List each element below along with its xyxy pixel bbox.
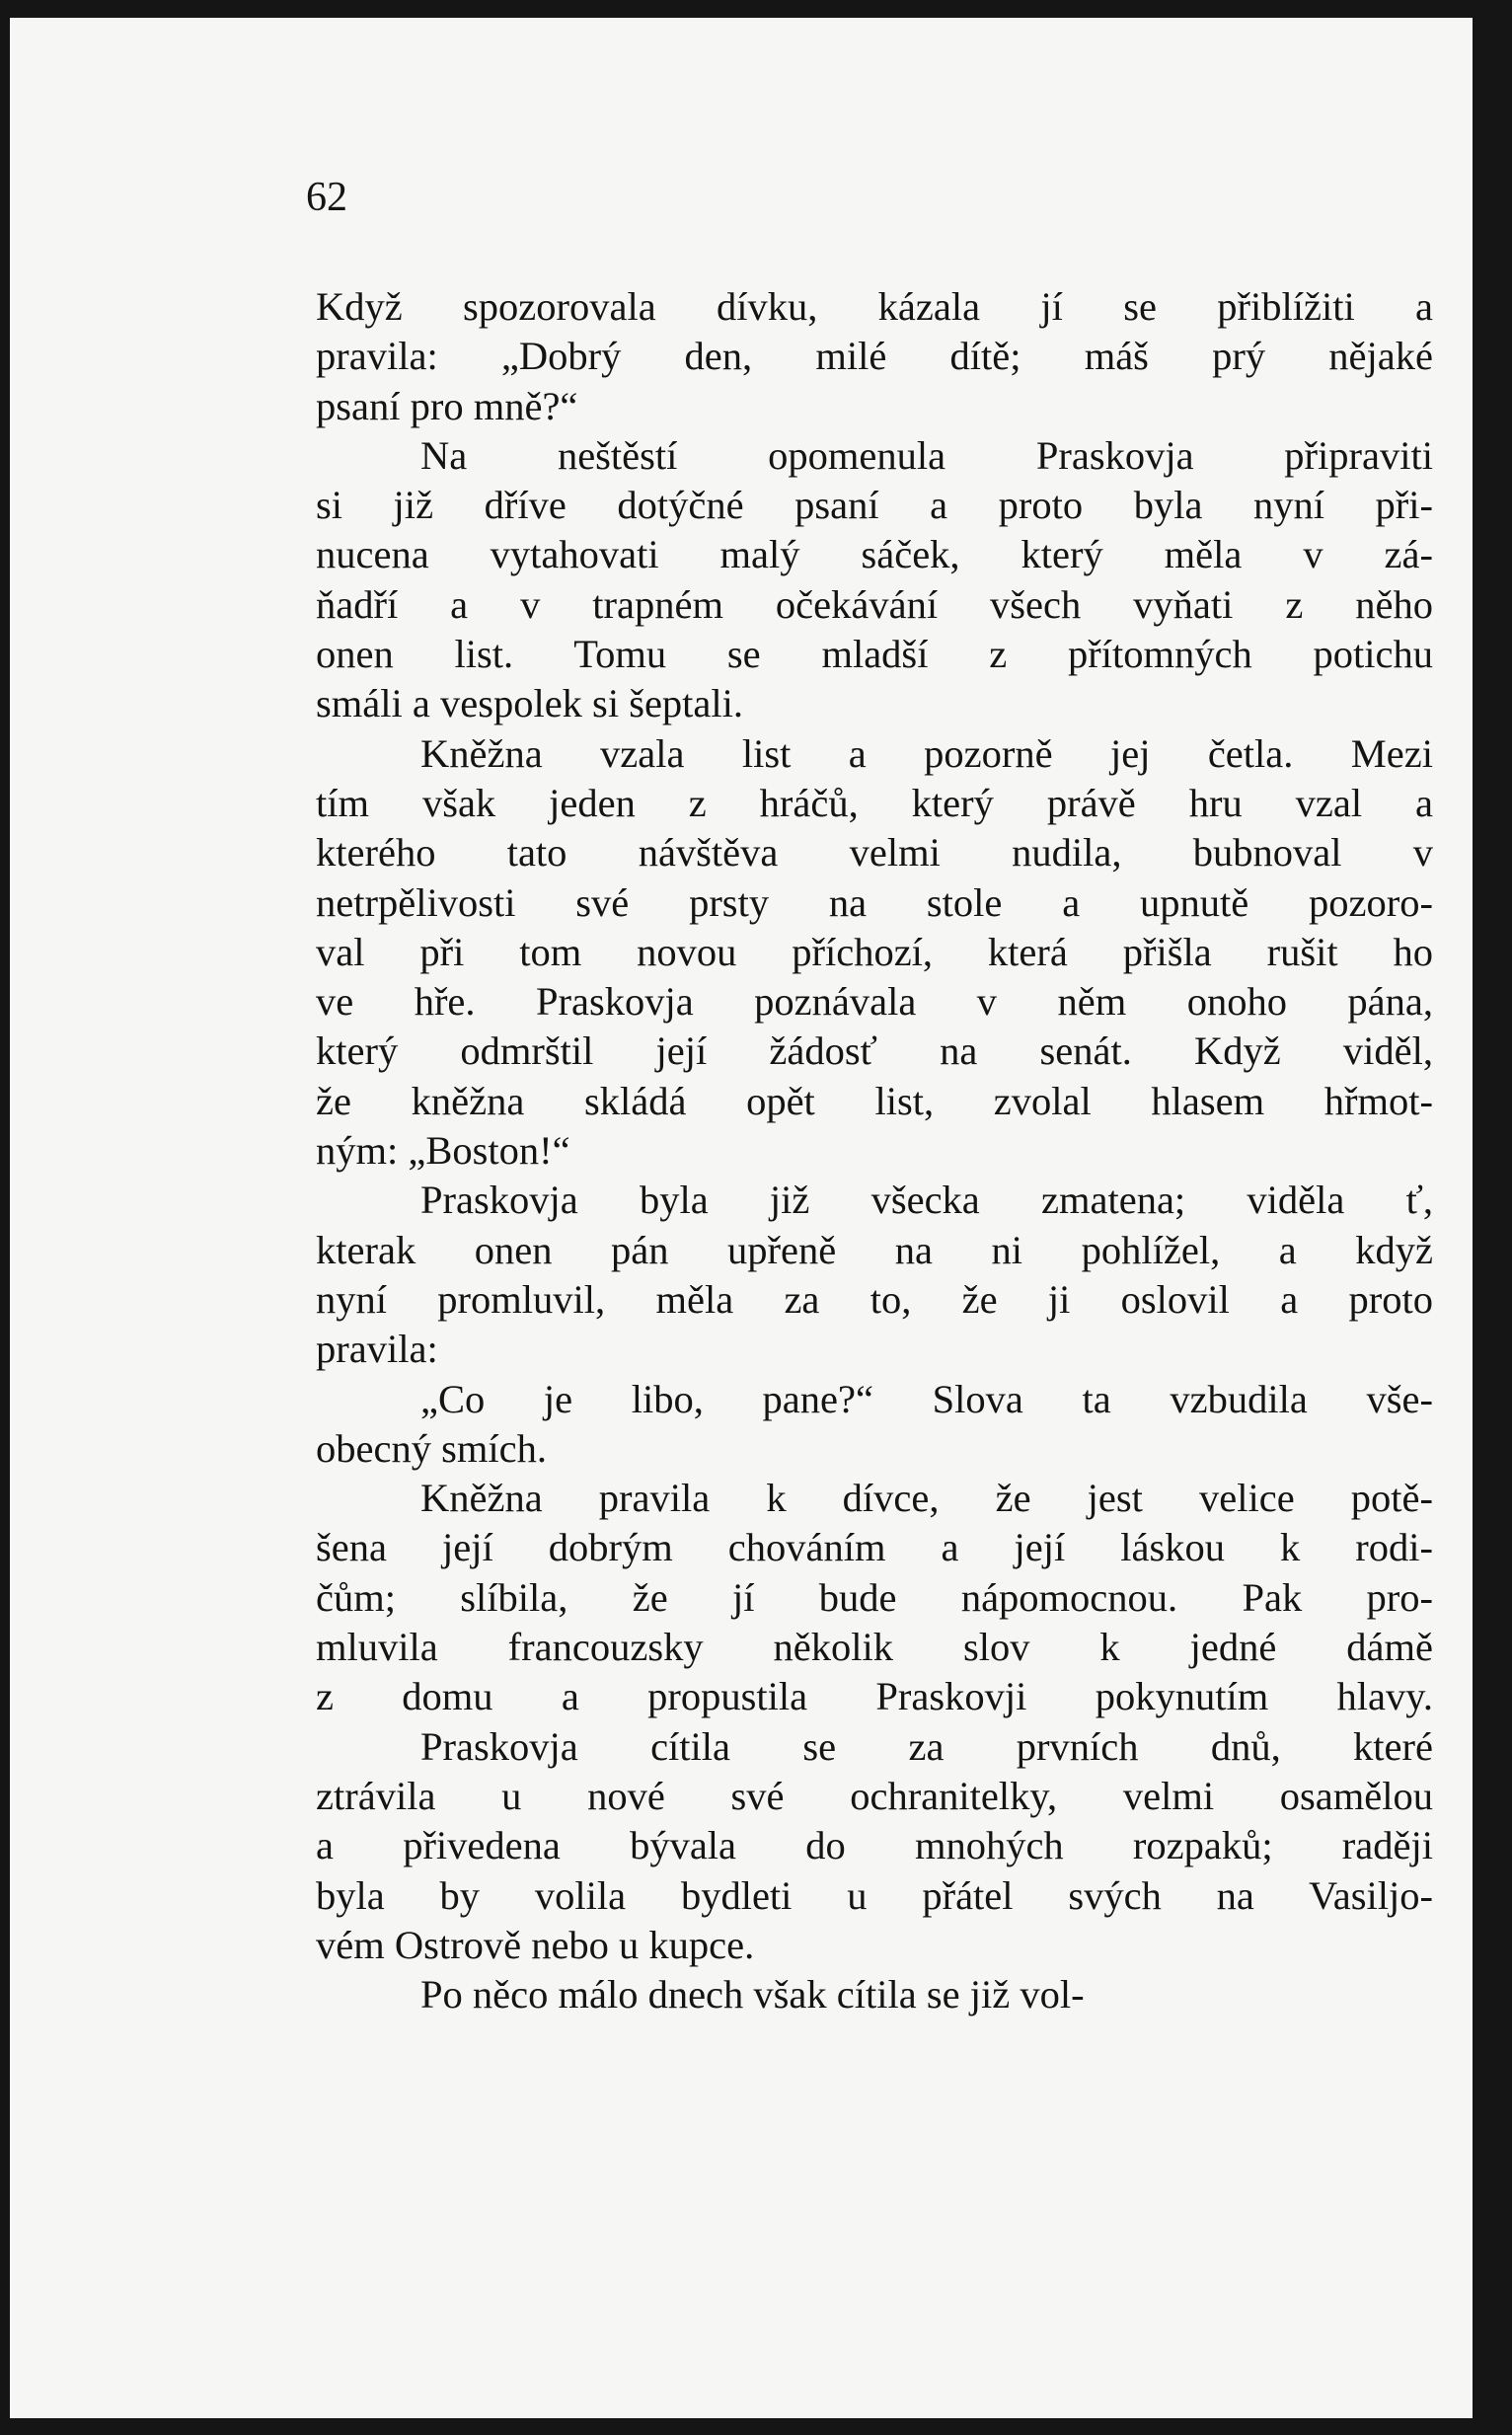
- text-line: Praskovja cítila se za prvních dnů, které: [420, 1723, 1433, 1769]
- text-line: nucena vytahovati malý sáček, který měla v zá-: [316, 532, 1433, 577]
- text-line: nyní promluvil, měla za to, že ji oslovil a proto: [316, 1276, 1433, 1322]
- text-line: Kněžna vzala list a pozorně jej četla. Mezi: [420, 730, 1433, 776]
- text-line: byla by volila bydleti u přátel svých na Vasiljo-: [316, 1872, 1433, 1918]
- text-line: tím však jeden z hráčů, který právě hru vzal a: [316, 780, 1433, 825]
- text-line: smáli a vespolek si šeptali.: [316, 681, 744, 726]
- text-line: mluvila francouzsky několik slov k jedné dámě: [316, 1625, 1433, 1670]
- text-line: šena její dobrým chováním a její láskou k rodi-: [316, 1525, 1433, 1570]
- text-line: Na neštěstí opomenula Praskovja připraviti: [420, 432, 1433, 478]
- text-line: val při tom novou příchozí, která přišla rušit ho: [316, 929, 1433, 974]
- text-line: obecný smích.: [316, 1425, 547, 1471]
- text-line: psaní pro mně?“: [316, 383, 578, 428]
- text-line: pravila: „Dobrý den, milé dítě; máš prý nějaké: [316, 334, 1433, 379]
- text-line: čům; slíbila, že jí bude nápomocnou. Pak pro-: [316, 1574, 1433, 1620]
- text-line: si již dříve dotýčné psaní a proto byla nyní při-: [316, 483, 1433, 528]
- text-line: Kněžna pravila k dívce, že jest velice potě-: [420, 1476, 1433, 1521]
- text-line: ztrávila u nové své ochranitelky, velmi osamělou: [316, 1773, 1433, 1818]
- text-line: „Co je libo, pane?“ Slova ta vzbudila vše-: [420, 1376, 1433, 1421]
- text-line: vém Ostrově nebo u kupce.: [316, 1922, 755, 1967]
- text-line: Praskovja byla již všecka zmatena; viděla ť,: [420, 1178, 1433, 1223]
- text-line: a přivedena bývala do mnohých rozpaků; raději: [316, 1823, 1433, 1868]
- page-number: 62: [306, 175, 347, 220]
- text-line: ve hře. Praskovja poznávala v něm onoho pána,: [316, 979, 1433, 1025]
- text-line: který odmrštil její žádosť na senát. Když viděl,: [316, 1028, 1433, 1074]
- text-line: Po něco málo dnech však cítila se již vol-: [420, 1972, 1085, 2017]
- text-line: pravila:: [316, 1327, 438, 1372]
- text-line: ňadří a v trapném očekávání všech vyňati z něho: [316, 581, 1433, 627]
- text-line: kterak onen pán upřeně na ni pohlížel, a když: [316, 1227, 1433, 1272]
- text-line: ným: „Boston!“: [316, 1128, 570, 1174]
- book-page: [10, 18, 1473, 2418]
- text-line: Když spozorovala dívku, kázala jí se přiblížiti a: [316, 284, 1433, 329]
- text-line: z domu a propustila Praskovji pokynutím hlavy.: [316, 1674, 1433, 1719]
- body-text: [316, 282, 1433, 2019]
- text-line: netrpělivosti své prsty na stole a upnutě pozoro-: [316, 879, 1433, 925]
- text-line: kterého tato návštěva velmi nudila, bubnoval v: [316, 830, 1433, 875]
- text-line: onen list. Tomu se mladší z přítomných potichu: [316, 632, 1433, 677]
- text-line: že kněžna skládá opět list, zvolal hlasem hřmot-: [316, 1078, 1433, 1123]
